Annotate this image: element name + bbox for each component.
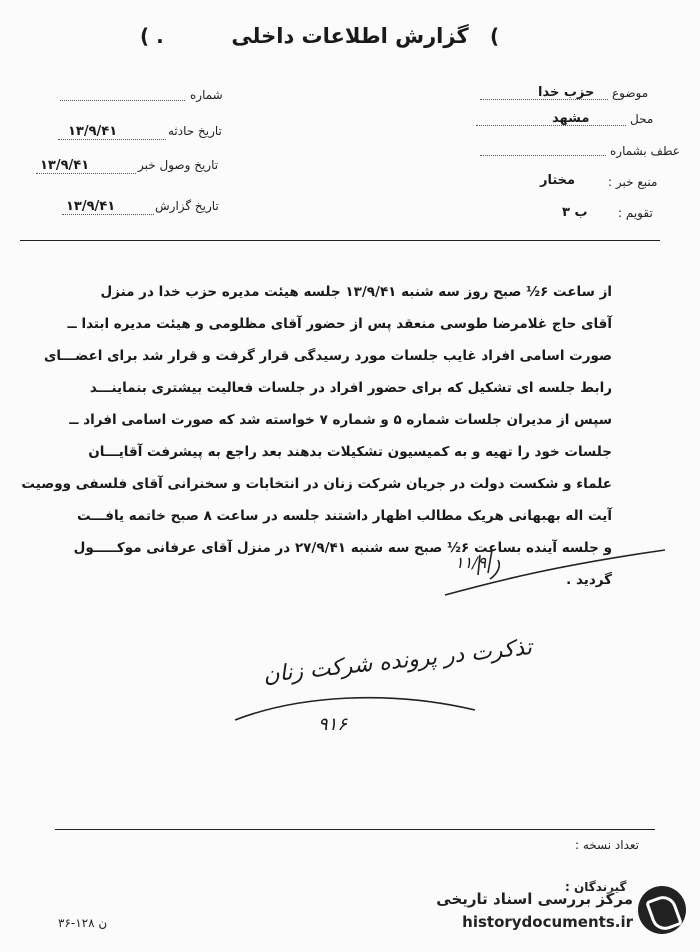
recipients-label: گیرندگان : <box>565 880 627 894</box>
archive-logo-icon <box>638 886 686 934</box>
watermark-url: historydocuments.ir <box>462 913 633 931</box>
handwritten-initial: ۱۱/۹ <box>455 553 487 572</box>
header-divider <box>20 240 660 241</box>
report-date-line <box>62 214 154 215</box>
receipt-date-label: تاریخ وصول خبر <box>138 158 219 172</box>
rating-value: ب ۳ <box>562 205 588 220</box>
number-line <box>60 100 185 101</box>
source-value: مختار <box>540 173 576 188</box>
body-line-4: رابط جلسه ای تشکیل که برای حضور افراد در جلسات فعالیت بیشتری بنماینـــد <box>89 380 612 396</box>
handwritten-underline <box>230 690 480 750</box>
report-date-value: ۱۳/۹/۴۱ <box>66 199 116 214</box>
body-line-8: آیت اله بهبهانی هریک مطالب اظهار داشتند جلسه در ساعت ۸ صبح خاتمه یافـــت <box>77 508 612 524</box>
number-label: شماره <box>190 88 223 102</box>
handwritten-note: تذکرت در پرونده شرکت زنان <box>262 635 534 689</box>
body-line-7: علماء و شکست دولت در جریان شرکت زنان در انتخابات و سخنرانی آقای فلسفی ووصیت <box>21 476 612 492</box>
receipt-date-value: ۱۳/۹/۴۱ <box>40 158 90 173</box>
place-label: محل <box>630 112 654 126</box>
subject-label: موضوع <box>612 86 649 100</box>
body-line-10: گردید . <box>566 572 612 588</box>
handwritten-code: ۹۱۶ <box>318 714 348 735</box>
report-title: گزارش اطلاعات داخلی <box>231 24 469 48</box>
rating-label: تقویم : <box>618 206 653 220</box>
subject-line <box>480 99 608 100</box>
body-line-9: و جلسه آینده بساعت ۶½ صبح سه شنبه ۲۷/۹/۴۱ در منزل آقای عرفانی موکـــــول <box>73 540 612 556</box>
form-code: ن ۱۲۸-۳۶ <box>58 916 108 930</box>
header-right-mark: ( <box>490 24 500 48</box>
ref-line <box>480 155 606 156</box>
report-date-label: تاریخ گزارش <box>155 199 219 213</box>
incident-date-value: ۱۳/۹/۴۱ <box>68 124 118 139</box>
header-left-marks: ( . <box>140 24 164 48</box>
source-label: منبع خبر : <box>608 175 658 189</box>
body-line-5: سپس از مدیران جلسات شماره ۵ و شماره ۷ خواسته شد که صورت اسامی افراد ــ <box>69 412 612 428</box>
body-line-6: جلسات خود را تهیه و به کمیسیون تشکیلات بدهند بعد راجع به پیشرفت آقایـــان <box>88 444 612 460</box>
footer-divider <box>55 829 655 830</box>
subject-value: حزب خدا <box>538 85 595 100</box>
place-line <box>476 125 626 126</box>
incident-date-label: تاریخ حادثه <box>168 124 222 138</box>
body-line-3: صورت اسامی افراد غایب جلسات مورد رسیدگی قرار گرفت و قرار شد برای اعضـــای <box>43 348 612 364</box>
incident-date-line <box>58 139 166 140</box>
ref-label: عطف بشماره <box>610 144 680 158</box>
place-value: مشهد <box>552 111 590 126</box>
body-line-1: از ساعت ۶½ صبح روز سه شنبه ۱۳/۹/۴۱ جلسه هیئت مدیره حزب خدا در منزل <box>100 284 612 300</box>
copies-label: تعداد نسخه : <box>575 838 640 852</box>
watermark-title: مرکز بررسی اسناد تاریخی <box>436 890 633 908</box>
receipt-date-line <box>36 173 136 174</box>
body-line-2: آقای حاج غلامرضا طوسی منعقد پس از حضور آقای مظلومی و هیئت مدیره ابتدا ــ <box>67 316 612 332</box>
